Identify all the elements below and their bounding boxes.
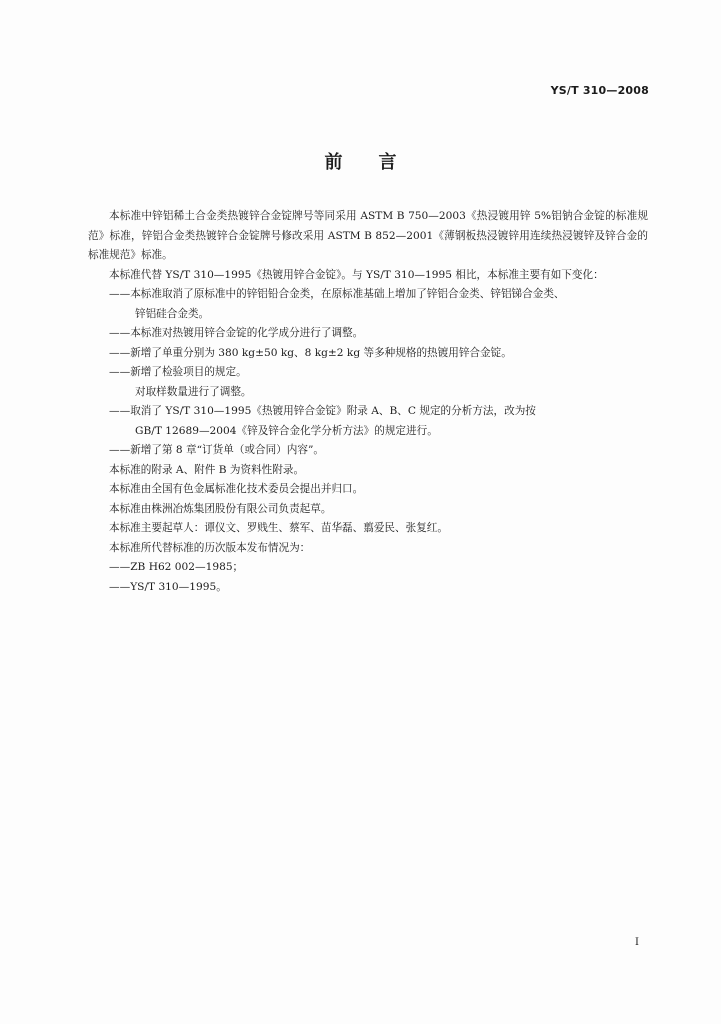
change-item-5: ——取消了 YS/T 310—1995《热镀用锌合金锭》附录 A、B、C 规定的分析方法，改为按 (109, 405, 536, 417)
paragraph-adoption: 本标准中锌铝稀土合金类热镀锌合金锭牌号等同采用 ASTM B 750—2003《热浸镀用锌 5%铝钠合金锭的标准规范》标准，锌铝合金类热镀锌合金锭牌号修改采用 ASTM B 852—2001《薄钢板热浸镀锌用连续热浸镀锌及锌合金的标准规范》标准。 (88, 210, 648, 261)
history-item-1: ——ZB H62 002—1985； (109, 561, 244, 573)
page-title: 前言 (324, 152, 433, 173)
change-item-4: ——新增了检验项目的规定。 (109, 366, 247, 378)
change-item-6: ——新增了第 8 章“订货单（或合同）内容”。 (109, 444, 324, 456)
foreword-body (88, 207, 648, 597)
change-item-1-continued: 锌铝硅合金类。 (135, 307, 210, 320)
paragraph-history-intro: 本标准所代替标准的历次版本发布情况为： (109, 541, 311, 554)
history-item-2: ——YS/T 310—1995。 (109, 580, 227, 593)
change-item-4-continued: 对取样数量进行了调整。 (135, 385, 252, 398)
change-item-3: ——新增了单重分别为 380 kg±50 kg、8 kg±2 kg 等多种规格的热镀用锌合金锭。 (109, 346, 512, 359)
paragraph-authors: 本标准主要起草人：谭仪文、罗贱生、蔡军、苗华磊、翦爱民、张复红。 (109, 522, 448, 534)
change-item-2: ——本标准对热镀用锌合金锭的化学成分进行了调整。 (109, 327, 364, 339)
change-item-5-continued: GB/T 12689—2004《锌及锌合金化学分析方法》的规定进行。 (135, 424, 438, 437)
standard-code: YS/T 310—2008 (550, 84, 649, 97)
paragraph-appendix: 本标准的附录 A、附件 B 为资料性附录。 (109, 463, 305, 476)
page-number: I (635, 937, 639, 948)
change-item-1: ——本标准取消了原标准中的锌铝铅合金类，在原标准基础上增加了锌铝合金类、锌铝锑合金类、 (109, 288, 565, 300)
paragraph-replacement: 本标准代替 YS/T 310—1995《热镀用锌合金锭》。与 YS/T 310—1995 相比，本标准主要有如下变化： (109, 268, 604, 281)
paragraph-drafter: 本标准由株洲冶炼集团股份有限公司负责起草。 (109, 502, 332, 515)
paragraph-proposer: 本标准由全国有色金属标准化技术委员会提出并归口。 (109, 483, 364, 495)
